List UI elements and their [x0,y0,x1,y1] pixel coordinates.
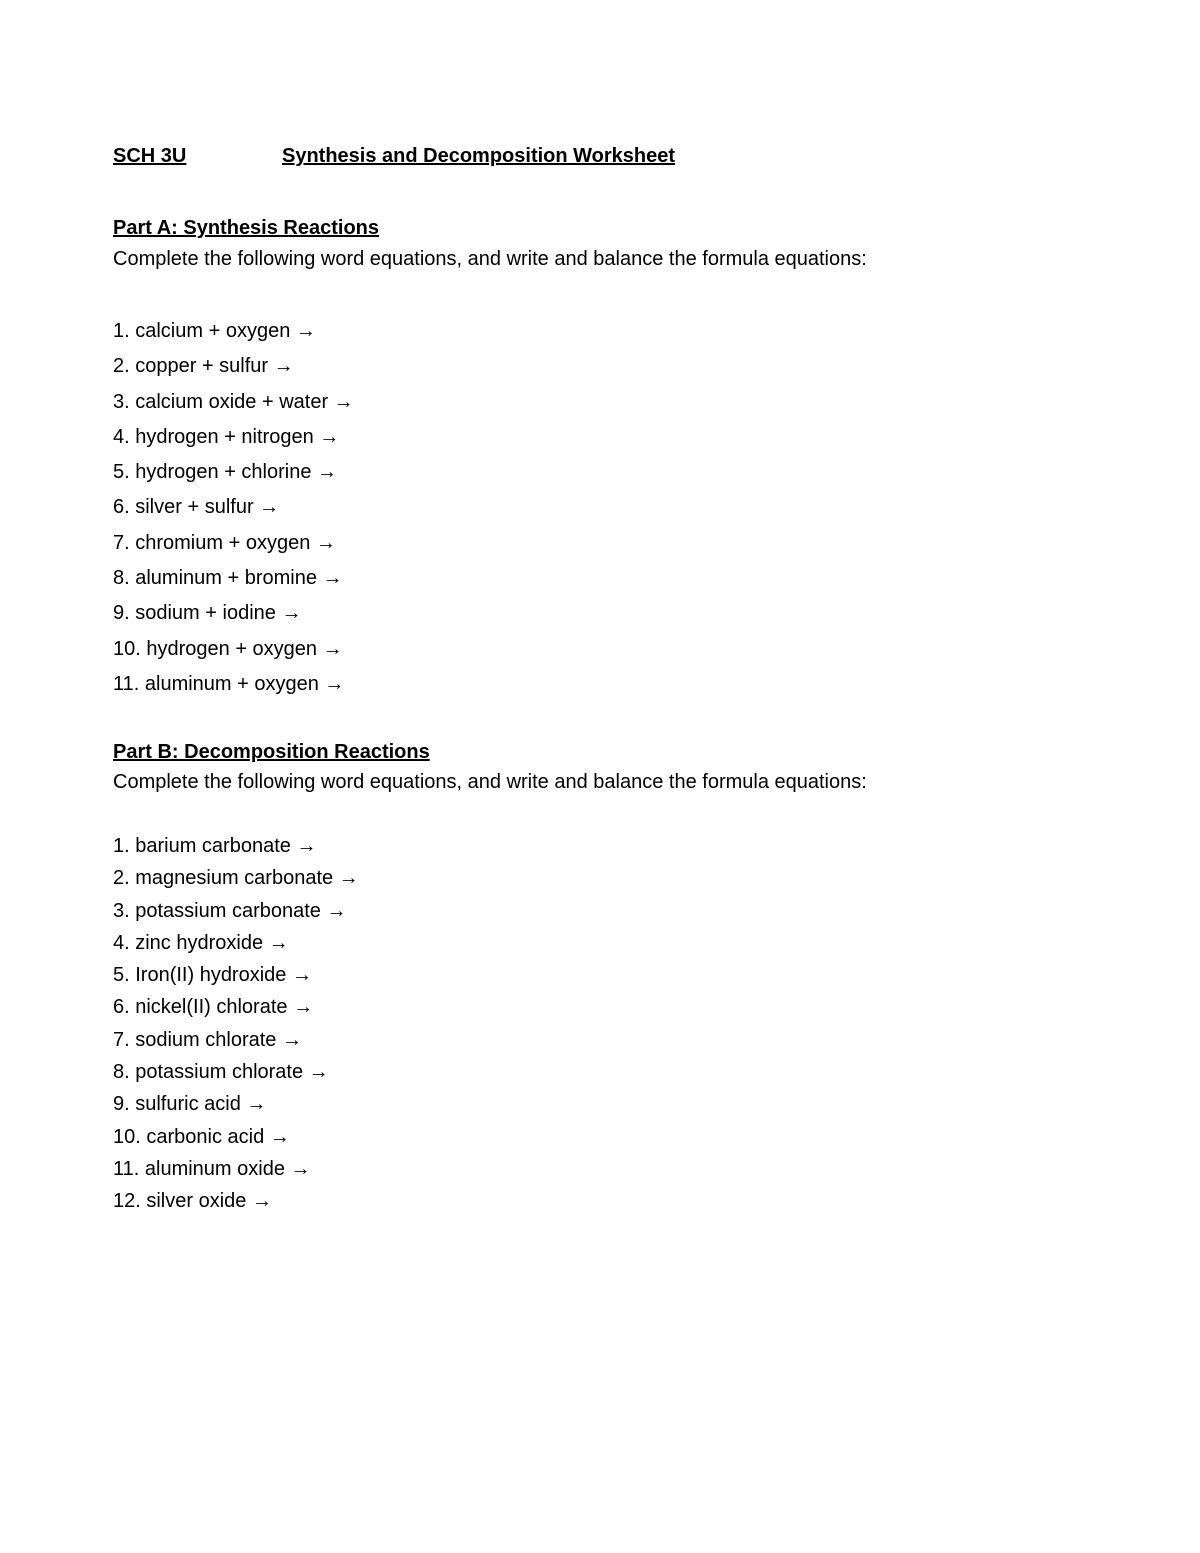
part-a-item: 1. calcium + oxygen → [113,320,316,342]
part-a-item: 9. sodium + iodine → [113,602,302,625]
part-a-item: 7. chromium + oxygen → [113,531,336,554]
part-b-item: 3. potassium carbonate → [113,899,347,922]
part-a-instructions: Complete the following word equations, and write and balance the formula equations: [113,248,867,270]
part-a-item: 3. calcium oxide + water → [113,390,354,413]
part-a-item: 11. aluminum + oxygen → [113,672,345,695]
part-a-list [113,319,354,707]
part-b-item: 4. zinc hydroxide → [113,931,289,954]
part-a-item: 2. copper + sulfur → [113,355,294,378]
part-b-list [113,834,359,1222]
part-a-item: 4. hydrogen + nitrogen → [113,425,340,448]
part-a-heading: Part A: Synthesis Reactions [113,217,380,239]
part-b-item: 10. carbonic acid → [113,1125,290,1148]
part-a-item: 10. hydrogen + oxygen → [113,637,343,660]
worksheet-title: Synthesis and Decomposition Worksheet [282,145,676,167]
part-b-instructions: Complete the following word equations, and write and balance the formula equations: [113,771,867,793]
part-a-item: 8. aluminum + bromine → [113,567,343,590]
part-a-item: 6. silver + sulfur → [113,496,280,519]
part-b-item: 11. aluminum oxide → [113,1157,311,1180]
part-b-item: 7. sodium chlorate → [113,1028,302,1051]
part-b-item: 12. silver oxide → [113,1190,272,1213]
part-b-item: 9. sulfuric acid → [113,1093,267,1116]
part-b-item: 2. magnesium carbonate → [113,867,359,890]
course-code: SCH 3U [113,145,187,167]
part-b-item: 5. Iron(II) hydroxide → [113,964,312,987]
part-a-item: 5. hydrogen + chlorine → [113,461,338,484]
part-b-item: 1. barium carbonate → [113,835,317,857]
part-b-item: 8. potassium chlorate → [113,1061,329,1084]
part-b-item: 6. nickel(II) chlorate → [113,996,314,1019]
part-b-heading: Part B: Decomposition Reactions [113,741,430,763]
